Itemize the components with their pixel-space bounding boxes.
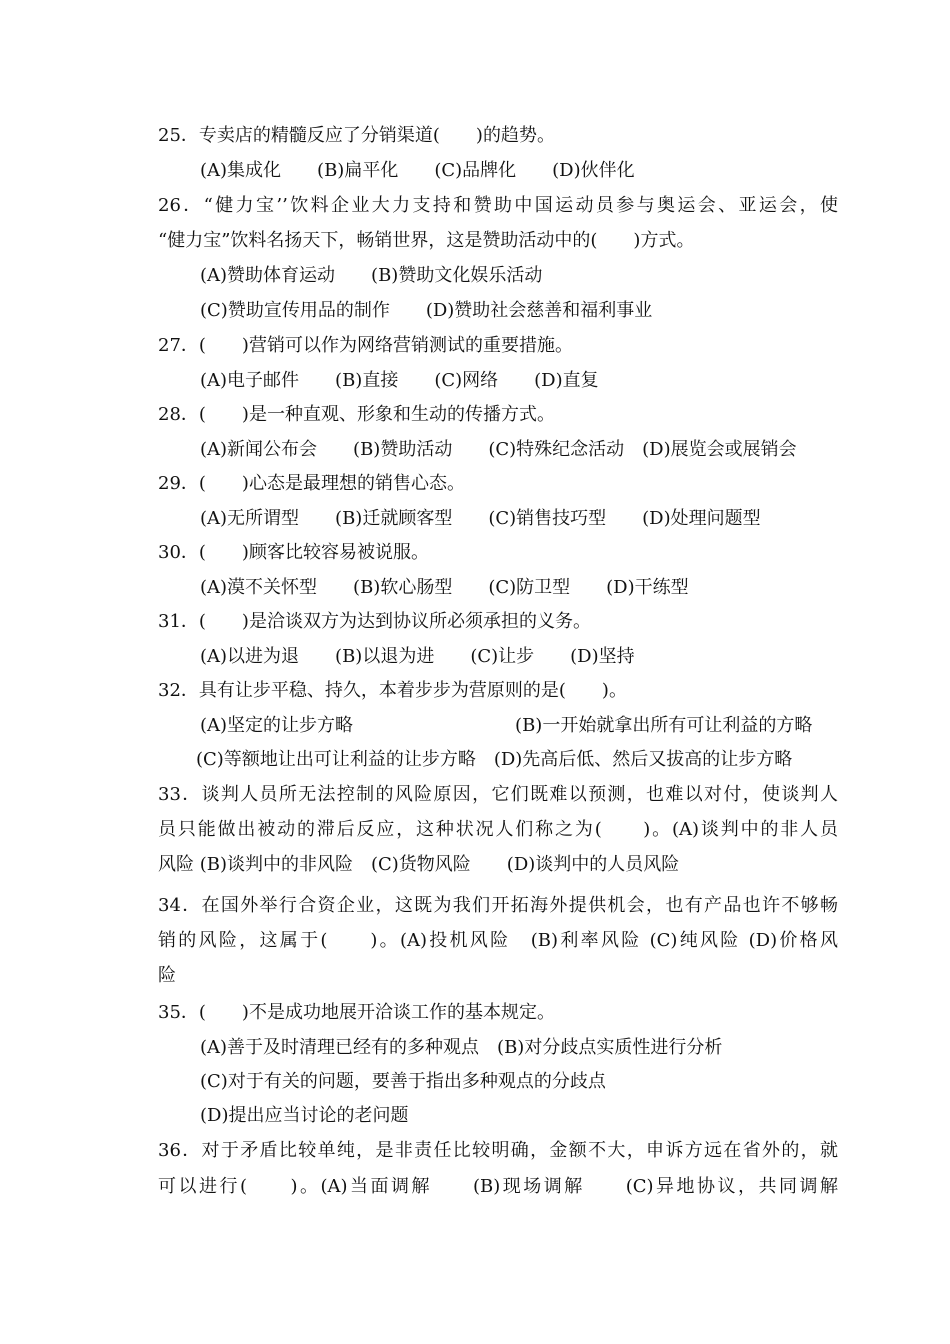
question-25-options: (A)集成化 (B)扁平化 (C)品牌化 (D)伙伴化	[200, 160, 635, 181]
question-26-options: (A)赞助体育运动 (B)赞助文化娱乐活动	[200, 265, 543, 286]
question-31-stem: 31．( )是洽谈双方为达到协议所必须承担的义务。	[158, 611, 591, 632]
question-27-stem: 27．( )营销可以作为网络营销测试的重要措施。	[158, 335, 573, 356]
question-26-stem: 26．“健力宝’’饮料企业大力支持和赞助中国运动员参与奥运会、亚运会，使	[158, 195, 838, 216]
question-36-stem: 36．对于矛盾比较单纯，是非责任比较明确，金额不大，申诉方远在省外的，就	[158, 1140, 838, 1161]
question-35-options: (A)善于及时清理已经有的多种观点 (B)对分歧点实质性进行分析	[200, 1037, 723, 1058]
question-30-options: (A)漠不关怀型 (B)软心肠型 (C)防卫型 (D)干练型	[200, 577, 689, 598]
question-26-options-2: (C)赞助宣传用品的制作 (D)赞助社会慈善和福利事业	[200, 300, 653, 321]
question-32-stem: 32．具有让步平稳、持久，本着步步为营原则的是( )。	[158, 680, 627, 701]
question-33-stem: 33．谈判人员所无法控制的风险原因，它们既难以预测，也难以对付，使谈判人	[158, 784, 838, 805]
question-28-stem: 28．( )是一种直观、形象和生动的传播方式。	[158, 404, 555, 425]
question-32-options-2: (C)等额地让出可让利益的让步方略 (D)先高后低、然后又拔高的让步方略	[196, 749, 793, 770]
question-34-stem: 34．在国外举行合资企业，这既为我们开拓海外提供机会，也有产品也许不够畅	[158, 895, 838, 916]
question-31-options: (A)以进为退 (B)以退为进 (C)让步 (D)坚持	[200, 646, 635, 667]
question-27-options: (A)电子邮件 (B)直接 (C)网络 (D)直复	[200, 370, 599, 391]
question-35-options-2: (C)对于有关的问题，要善于指出多种观点的分歧点	[200, 1071, 606, 1092]
question-25-stem: 25．专卖店的精髓反应了分销渠道( )的趋势。	[158, 125, 555, 146]
question-33-stem-2: 员只能做出被动的滞后反应，这种状况人们称之为( )。(A)谈判中的非人员	[158, 819, 838, 840]
question-26-stem-2: “健力宝”饮料名扬天下，畅销世界，这是赞助活动中的( )方式。	[158, 230, 695, 251]
question-33-stem-3: 风险 (B)谈判中的非风险 (C)货物风险 (D)谈判中的人员风险	[158, 854, 680, 875]
question-29-stem: 29．( )心态是最理想的销售心态。	[158, 473, 465, 494]
question-30-stem: 30．( )顾客比较容易被说服。	[158, 542, 429, 563]
question-28-options: (A)新闻公布会 (B)赞助活动 (C)特殊纪念活动 (D)展览会或展销会	[200, 439, 797, 460]
question-34-stem-2: 销的风险，这属于( )。(A)投机风险 (B)利率风险 (C)纯风险 (D)价格风	[158, 930, 838, 951]
question-29-options: (A)无所谓型 (B)迁就顾客型 (C)销售技巧型 (D)处理问题型	[200, 508, 761, 529]
question-32-options: (A)坚定的让步方略 (B)一开始就拿出所有可让利益的方略	[200, 715, 813, 736]
question-35-options-3: (D)提出应当讨论的老问题	[200, 1105, 409, 1126]
question-35-stem: 35．( )不是成功地展开洽谈工作的基本规定。	[158, 1002, 555, 1023]
question-36-stem-2: 可以进行( )。(A)当面调解 (B)现场调解 (C)异地协议，共同调解	[158, 1176, 838, 1197]
question-34-stem-3: 险	[158, 965, 176, 986]
